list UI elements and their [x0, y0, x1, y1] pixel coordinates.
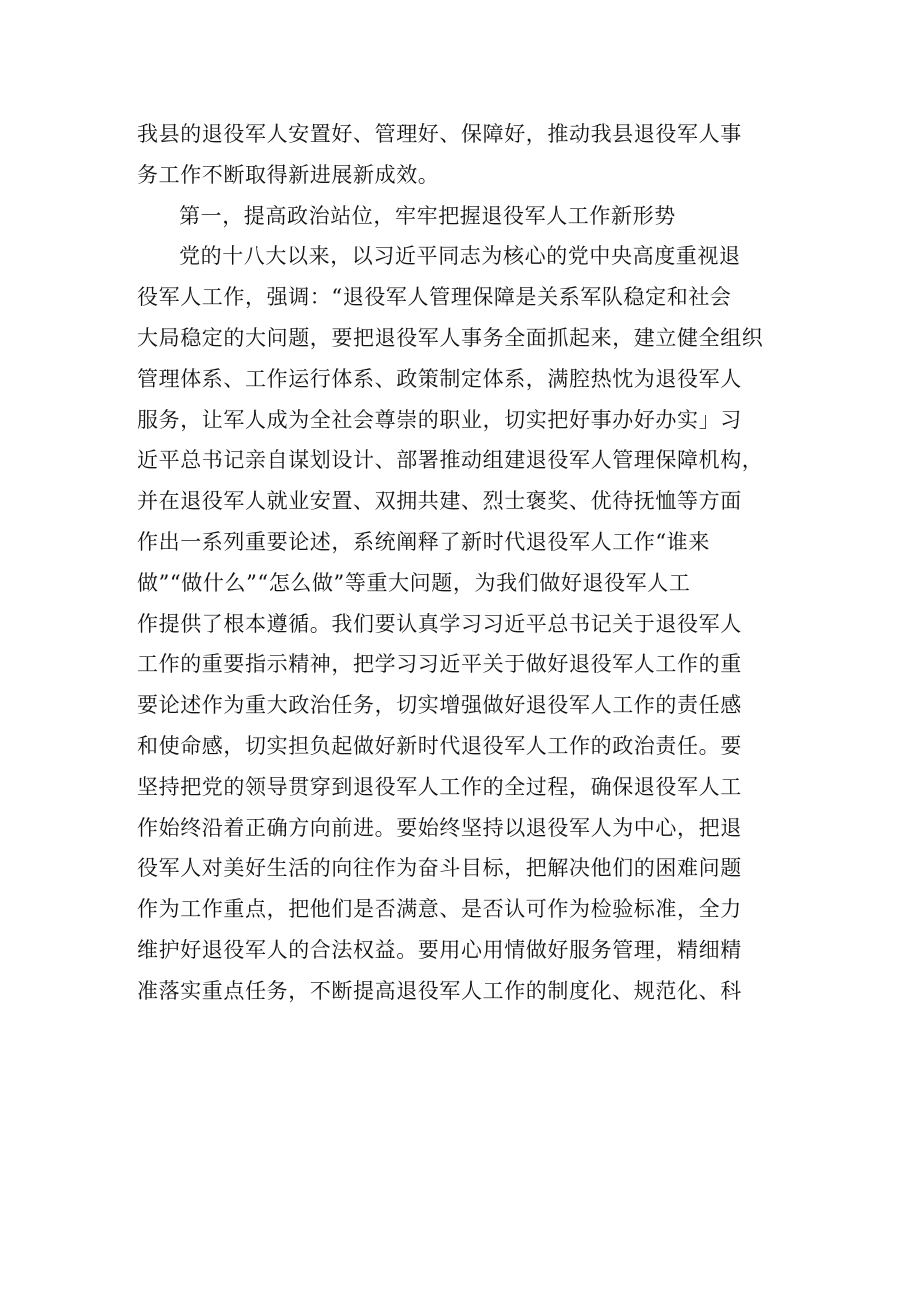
text-line: 役军人工作，强调：“退役军人管理保障是关系军队稳定和社会: [137, 285, 732, 310]
text-line: 服务，让军人成为全社会尊崇的职业，切实把好事办好办实」习: [137, 407, 742, 432]
text-line: 作出一系列重要论述，系统阐释了新时代退役军人工作“谁来: [137, 529, 710, 554]
text-line: 管理体系、工作运行体系、政策制定体系，满腔热忱为退役军人: [137, 366, 742, 391]
text-line: 役军人对美好生活的向往作为奋斗目标，把解决他们的困难问题: [137, 856, 742, 881]
text-line: 作为工作重点，把他们是否满意、是否认可作为检验标准，全力: [137, 897, 742, 922]
heading-line: 第一，提高政治站位，牢牢把握退役军人工作新形势: [179, 203, 676, 228]
text-line: 务工作不断取得新进展新成效。: [137, 162, 440, 187]
text-line: 作提供了根本遵循。我们要认真学习习近平总书记关于退役军人: [137, 611, 742, 636]
text-line: 近平总书记亲自谋划设计、部署推动组建退役军人管理保障机构，: [137, 448, 764, 473]
text-line: 准落实重点任务，不断提高退役军人工作的制度化、规范化、科: [137, 978, 742, 1003]
text-line: 和使命感，切实担负起做好新时代退役军人工作的政治责任。要: [137, 733, 742, 758]
text-line: 做”“做什么”“怎么做”等重大问题，为我们做好退役军人工: [137, 570, 691, 595]
text-line: 并在退役军人就业安置、双拥共建、烈士褒奖、优待抚恤等方面: [137, 489, 742, 514]
text-line: 要论述作为重大政治任务，切实增强做好退役军人工作的责任感: [137, 693, 742, 718]
paragraph-main: [137, 236, 797, 1011]
paragraph-intro: [137, 114, 797, 196]
text-line: 大局稳定的大问题，要把退役军人事务全面抓起来，建立健全组织: [137, 325, 764, 350]
text-line: 作始终沿着正确方向前进。要始终坚持以退役军人为中心，把退: [137, 815, 742, 840]
text-line: 维护好退役军人的合法权益。要用心用情做好服务管理，精细精: [137, 937, 742, 962]
text-line: 我县的退役军人安置好、管理好、保障好，推动我县退役军人事: [137, 122, 742, 146]
text-line: 工作的重要指示精神，把学习习近平关于做好退役军人工作的重: [137, 652, 742, 677]
text-line: 坚持把党的领导贯穿到退役军人工作的全过程，确保退役军人工: [137, 774, 742, 799]
text-line: 党的十八大以来，以习近平同志为核心的党中央高度重视退: [179, 244, 741, 269]
section-heading: [137, 196, 797, 237]
document-body: [137, 114, 797, 1012]
